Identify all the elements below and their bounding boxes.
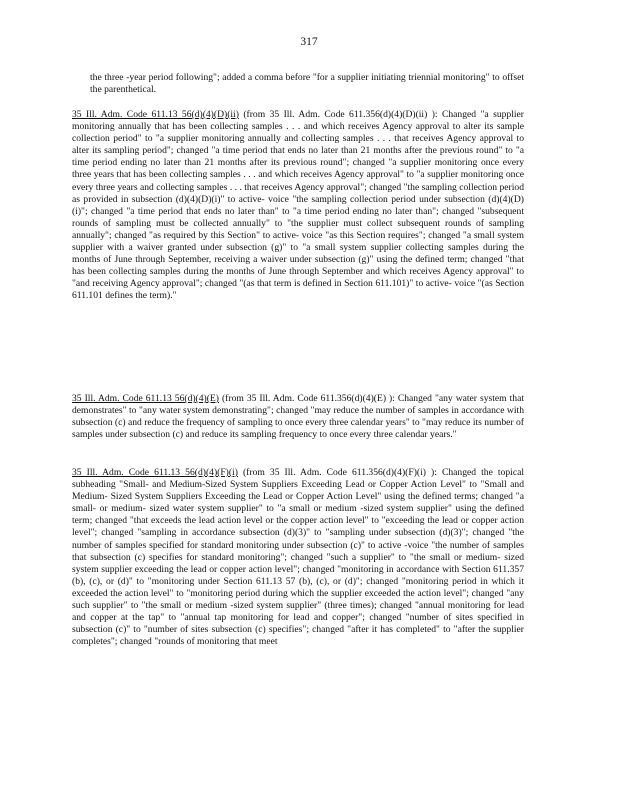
entry-paragraph bbox=[72, 109, 524, 303]
intro-text: the three -year period following"; added a comma before "for a supplier initiating triennial monitoring" to offset the parenthetical. bbox=[90, 72, 524, 96]
list-item bbox=[72, 109, 524, 303]
citation: 35 Ill. Adm. Code 611.13 56(d)(4)(D)(ii) bbox=[72, 109, 239, 120]
entry-paragraph bbox=[72, 467, 524, 648]
entry-paragraph bbox=[72, 393, 524, 441]
page-number: 317 bbox=[300, 36, 318, 48]
list-item bbox=[72, 393, 524, 441]
entry-text: (from 35 Ill. Adm. Code 611.356(d)(4)(D)(ii) ): Changed "a supplier monitoring annually that has been collecting samples . . . and which receives Agency approval to alter its sample collection period" to "a supplier monitoring annually and collecting samples . . . that receives Agency approval to alter its sampling period"; changed "a time period that ends no later than 21 months after the previous round" to "a time period ending no later than 21 months after its previous round"; changed "a supplier monitoring once every three years that has been collecting samples . . . and which receives Agency approval" to "a supplier monitoring once every three years and collecting samples . . . that receives Agency approval"; changed "the sampling collection period as provided in subsection (d)(4)(D)(i)" to active- voice "the sampling collection period under subsection (d)(4)(D)(i)"; changed "a time period that ends no later than" to "a time period ending no later than"; changed "subsequent rounds of sampling must be collected annually" to "the supplier must collect subsequent rounds of sampling annually"; changed "as required by this Section" to active- voice "as this Section requires"; changed "a small system supplier with a waiver granted under subsection (g)" to "a small system supplier collecting samples during the months of June through September, receiving a waiver under subsection (g)" using the defined term; changed "that has been collecting samples during the months of June through September and which receives Agency approval" to "and receiving Agency approval"; changed "(as that term is defined in Section 611.101)" to active- voice "(as Section 611.101 defines the term)." bbox=[72, 109, 524, 302]
citation: 35 Ill. Adm. Code 611.13 56(d)(4)(F)(i) bbox=[72, 467, 238, 478]
intro-paragraph bbox=[90, 72, 524, 96]
entry-text: (from 35 Ill. Adm. Code 611.356(d)(4)(E) ): Changed "any water system that demonstrates" to "any water system demonstrating"; changed "may reduce the number of samples in accordance with subsection (c) and reduce the frequency of sampling to once every three calendar years" to "may reduce its number of samples under subsection (c) and reduce its sampling frequency to once every three calendar years." bbox=[72, 393, 525, 441]
entry-text: (from 35 Ill. Adm. Code 611.356(d)(4)(F)(i) ): Changed the topical subheading "Small- and Medium-Sized System Suppliers Exceeding Lead or Copper Action Level" to "Small and Medium- Sized System Suppliers Exceeding the Lead or Copper Action Level" using the defined terms; changed "a small- or medium- sized water system supplier" to "a small or medium -sized system supplier" using the defined term; changed "that exceeds the lead action level or the copper action level" to "exceeding the lead or copper action level"; changed "sampling in accordance subsection (d)(3)" to "sampling under subsection (d)(3)"; changed "the number of samples specified for standard monitoring under subsection (c)" to active -voice "the number of samples that subsection (c) specifies for standard monitoring"; changed "such a supplier" to "the small or medium- sized system supplier exceeding the lead or copper action level"; changed "monitoring in accordance with Section 611.357 (b), (c), or (d)" to "monitoring under Section 611.13 57 (b), (c), or (d)"; changed "monitoring period in which it exceeded the action level" to "monitoring period during which the supplier exceeded the action level"; changed "any such supplier" to "the small or medium -sized system supplier" (three times); changed "annual monitoring for lead and copper at the tap" to "annual tap monitoring for lead and copper"; changed "number of sites specified in subsection (c)" to "number of sites subsection (c) specifies"; changed "after it has completed" to "after the supplier completes"; changed "rounds of monitoring that meet bbox=[72, 467, 524, 648]
citation: 35 Ill. Adm. Code 611.13 56(d)(4)(E) bbox=[72, 393, 219, 404]
list-item bbox=[72, 467, 524, 648]
